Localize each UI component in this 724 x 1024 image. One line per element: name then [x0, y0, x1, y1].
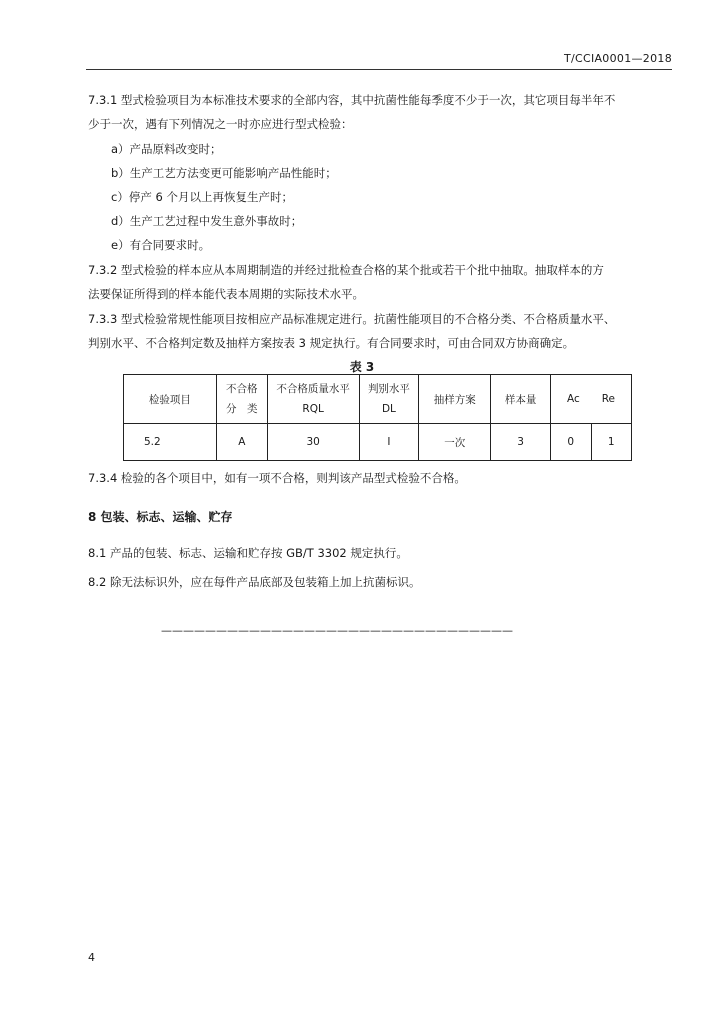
header-dl: [359, 375, 419, 424]
section-8-heading: 8 包装、标志、运输、贮存: [88, 510, 233, 524]
cell-class: A: [216, 424, 267, 461]
list-item-e: e）有合同要求时。: [111, 238, 211, 252]
header-sample: 样本量: [491, 375, 551, 424]
clause-7-3-4: 7.3.4 检验的各个项目中，如有一项不合格，则判该产品型式检验不合格。: [88, 471, 466, 485]
table-row: [124, 424, 632, 461]
header-class: [216, 375, 267, 424]
cell-re: 1: [607, 436, 615, 448]
end-separator: ————————————————————————————————: [161, 624, 513, 637]
list-item-a: a）产品原料改变时；: [111, 142, 222, 156]
header-re: Re: [601, 393, 615, 405]
page-number: 4: [88, 951, 95, 964]
list-item-b: b）生产工艺方法变更可能影响产品性能时；: [111, 166, 337, 180]
header-class-top: 不合格: [226, 383, 258, 395]
cell-sample: 3: [491, 424, 551, 461]
header-rql-top: 不合格质量水平: [276, 383, 350, 395]
list-item-c: c）停产 6 个月以上再恢复生产时；: [111, 190, 293, 204]
header-dl-top: 判别水平: [367, 383, 410, 395]
clause-7-3-2-line-2: 法要保证所得到的样本能代表本周期的实际技术水平。: [88, 287, 364, 301]
table-3-caption: 表 3: [349, 360, 375, 374]
clause-7-3-1-line-2: 少于一次，遇有下列情况之一时亦应进行型式检验：: [88, 117, 353, 131]
header-rule: [86, 69, 672, 70]
clause-7-3-1-line-1: 7.3.1 型式检验项目为本标准技术要求的全部内容，其中抗菌性能每季度不少于一次，其它项目每半年不: [88, 93, 616, 107]
clause-8-2: 8.2 除无法标识外，应在每件产品底部及包装箱上加上抗菌标识。: [88, 575, 421, 589]
cell-item: 5.2: [124, 424, 217, 461]
table-3: [123, 374, 632, 461]
header-ac: Ac: [567, 393, 580, 405]
cell-ac-re: [551, 424, 632, 461]
list-item-d: d）生产工艺过程中发生意外事故时；: [111, 214, 303, 228]
header-rql: [267, 375, 359, 424]
table-header-row: [124, 375, 632, 424]
document-code: T/CCIA0001—2018: [563, 52, 672, 65]
header-ac-re: [551, 375, 632, 424]
clause-8-1: 8.1 产品的包装、标志、运输和贮存按 GB/T 3302 规定执行。: [88, 546, 408, 560]
header-plan: 抽样方案: [419, 375, 491, 424]
header-rql-bottom: RQL: [302, 403, 324, 415]
header-dl-bottom: DL: [381, 403, 396, 415]
clause-7-3-3-line-1: 7.3.3 型式检验常规性能项目按相应产品标准规定进行。抗菌性能项目的不合格分类、不合格质量水平、: [88, 312, 616, 326]
header-class-bottom: 分 类: [226, 403, 258, 415]
cell-rql: 30: [267, 424, 359, 461]
cell-dl: Ⅰ: [359, 424, 419, 461]
clause-7-3-2-line-1: 7.3.2 型式检验的样本应从本周期制造的并经过批检查合格的某个批或若干个批中抽取。抽取样本的方: [88, 263, 604, 277]
header-item: 检验项目: [124, 375, 217, 424]
cell-plan: 一次: [419, 424, 491, 461]
cell-ac: 0: [551, 424, 591, 460]
clause-7-3-3-line-2: 判别水平、不合格判定数及抽样方案按表 3 规定执行。有合同要求时，可由合同双方协商确定。: [88, 336, 575, 350]
